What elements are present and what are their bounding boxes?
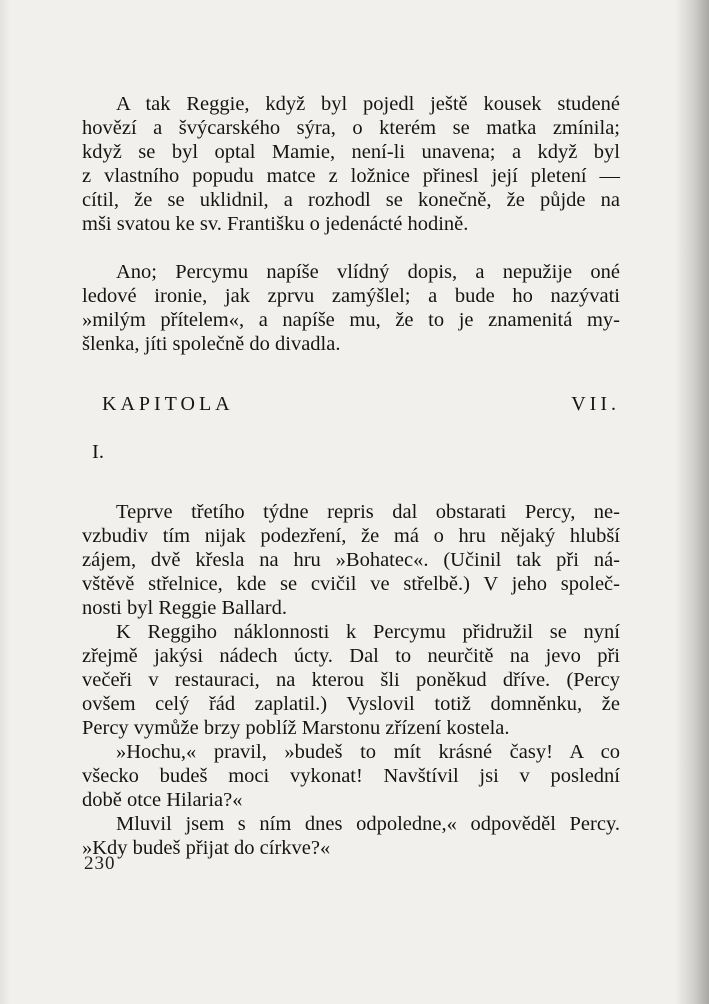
text-line: hovězí a švýcarského sýra, o kterém se matka zmínila; (82, 117, 620, 139)
text-line: cítil, že se uklidnil, a rozhodl se konečně, že půjde na (82, 189, 620, 211)
section-number: I. (92, 441, 104, 463)
text-line: vzbudiv tím nijak podezření, že má o hru nějaký hlubší (82, 525, 620, 547)
text-line: nosti byl Reggie Ballard. (82, 597, 287, 619)
heading-spacer (82, 488, 620, 500)
text-line: vštěvě střelnice, kde se cvičil ve střelbě.) V jeho společ- (82, 573, 620, 595)
paragraph-spacer (82, 380, 620, 392)
text-line: večeři v restauraci, na kterou šli poněkud dříve. (Percy (82, 669, 620, 691)
page-number: 230 (84, 853, 116, 874)
text-line: Mluvil jsem s ním dnes odpoledne,« odpověděl Percy. (116, 813, 620, 835)
text-line: K Reggiho náklonnosti k Percymu přidružil se nyní (116, 621, 620, 643)
paragraph-spacer (82, 236, 620, 260)
text-line: »Kdy budeš přijat do církve?« (82, 837, 331, 859)
text-line: Percy vymůže brzy poblíž Marstonu zřízení kostela. (82, 717, 510, 739)
page-body (82, 92, 620, 860)
heading-spacer (82, 416, 620, 440)
chapter-heading: KAPITOLA VII. (102, 393, 620, 415)
text-line: ledové ironie, jak zprvu zamýšlel; a bude ho nazývati (82, 285, 620, 307)
paragraph-spacer (82, 356, 620, 380)
page-edge-shadow-left (0, 0, 10, 1004)
text-line: »milým přítelem«, a napíše mu, že to je znamenitá my- (82, 309, 620, 331)
text-line: zřejmě jakýsi nádech úcty. Dal to neurčitě na jevo při (82, 645, 620, 667)
text-line: Teprve třetího týdne repris dal obstarati Percy, ne- (116, 501, 620, 523)
heading-spacer (82, 464, 620, 488)
text-line: Ano; Percymu napíše vlídný dopis, a nepužije oné (116, 261, 620, 283)
text-line: A tak Reggie, když byl pojedl ještě kousek studené (116, 93, 620, 115)
text-line: době otce Hilaria?« (82, 789, 243, 811)
text-line: ovšem celý řád zaplatil.) Vyslovil totiž domněnku, že (82, 693, 620, 715)
text-line: zájem, dvě křesla na hru »Bohatec«. (Učinil tak při ná- (82, 549, 620, 571)
text-line: šlenka, jíti společně do divadla. (82, 333, 341, 355)
text-line: když se byl optal Mamie, není-li unavena; a když byl (82, 141, 620, 163)
text-line: »Hochu,« pravil, »budeš to mít krásné časy! A co (116, 741, 620, 763)
text-line: mši svatou ke sv. Františku o jedenácté hodině. (82, 213, 469, 235)
page-gutter-shadow (675, 0, 709, 1004)
text-line: z vlastního popudu matce z ložnice přinesl její pletení — (82, 165, 620, 187)
text-line: všecko budeš moci vykonat! Navštívil jsi v poslední (82, 765, 620, 787)
